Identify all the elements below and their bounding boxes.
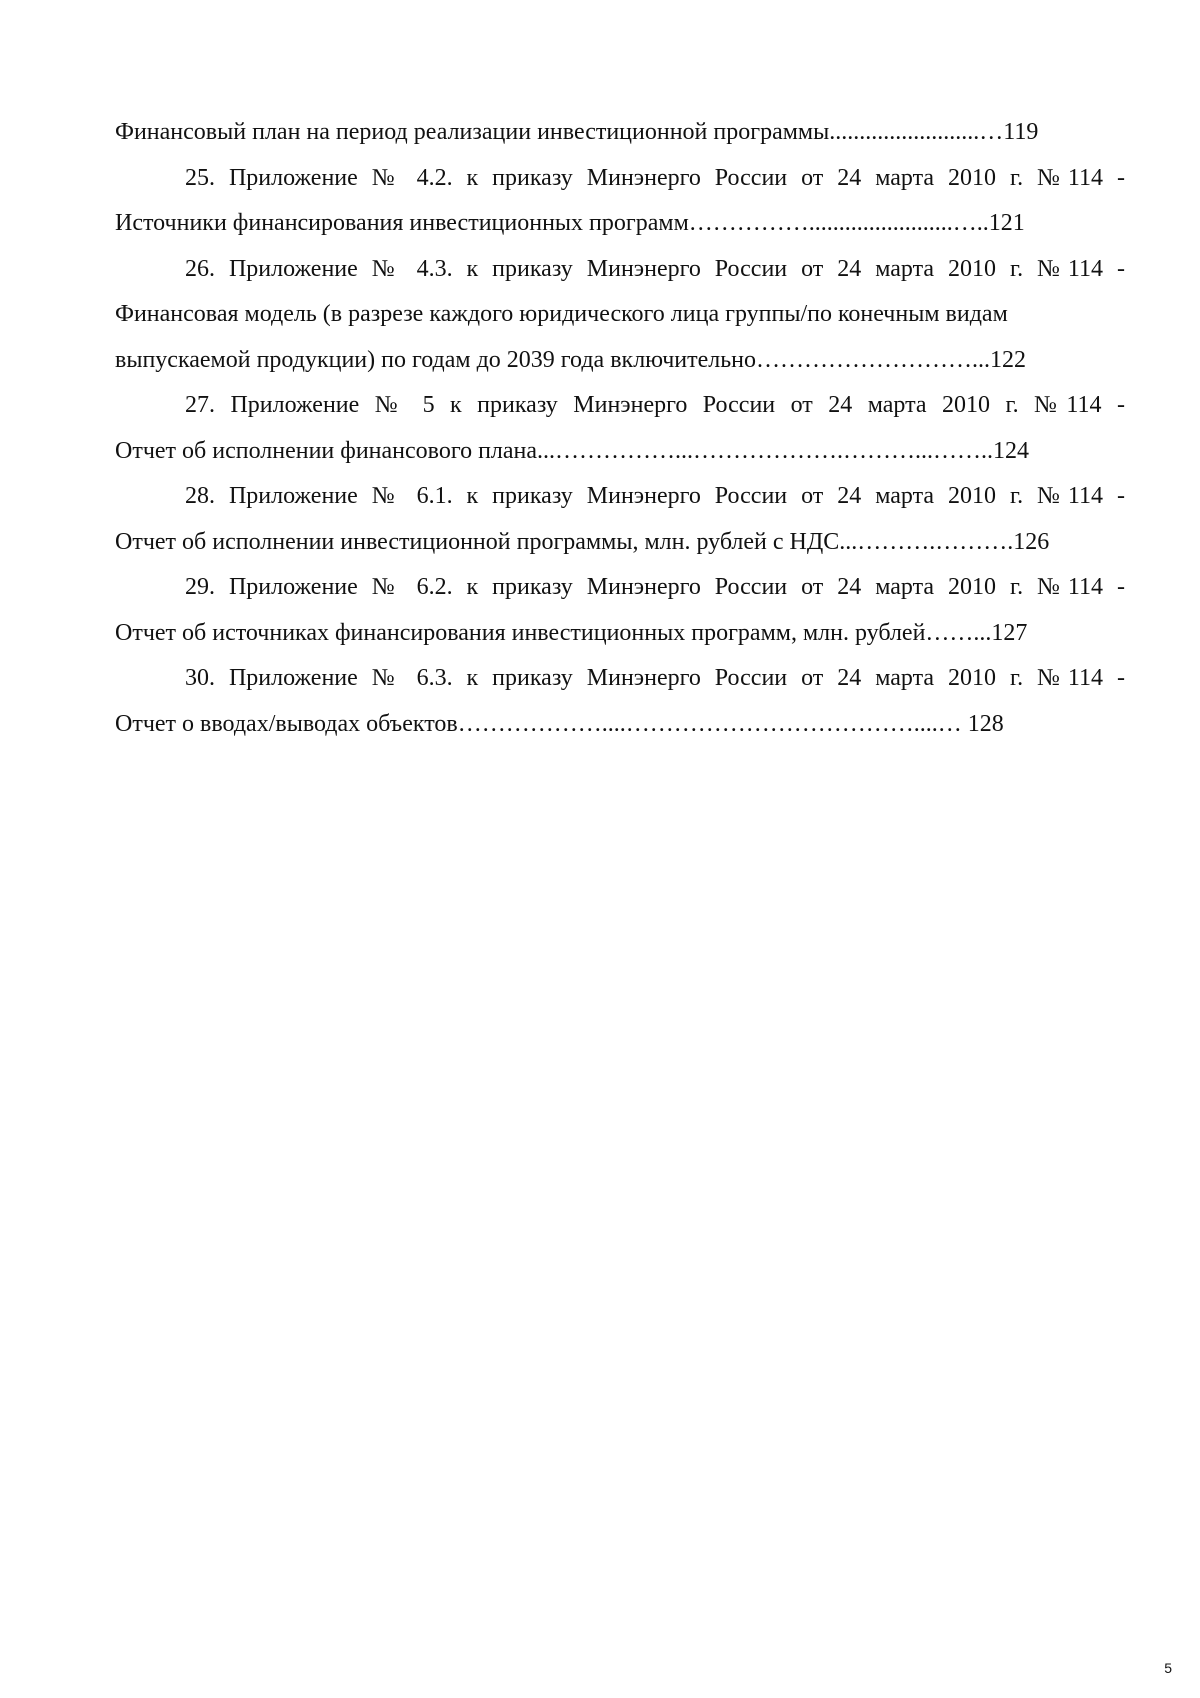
toc-entry-26-subtitle-line-1: Финансовая модель (в разрезе каждого юридического лица группы/по конечным видам bbox=[115, 301, 1008, 327]
toc-entry-27-title: 27. Приложение № 5 к приказу Минэнерго России от 24 марта 2010 г. №114 - bbox=[185, 392, 1125, 418]
page-number: 5 bbox=[1164, 1660, 1172, 1676]
toc-entry-28-title: 28. Приложение № 6.1. к приказу Минэнерго России от 24 марта 2010 г. №114 - bbox=[185, 483, 1125, 509]
toc-entry-29-title: 29. Приложение № 6.2. к приказу Минэнерго России от 24 марта 2010 г. №114 - bbox=[185, 574, 1125, 600]
toc-entry-26-subtitle-line-2: выпускаемой продукции) по годам до 2039 года включительно………………………...122 bbox=[115, 346, 1027, 373]
toc-entry-27-subtitle: Отчет об исполнении финансового плана...……………...……………….………...……..124 bbox=[115, 437, 1030, 464]
toc-entry-29-subtitle: Отчет об источниках финансирования инвестиционных программ, млн. рублей……...127 bbox=[115, 619, 1028, 646]
toc-entry-28-subtitle: Отчет об исполнении инвестиционной программы, млн. рублей с НДС...……….……….126 bbox=[115, 528, 1050, 555]
toc-entry-25-title: 25. Приложение № 4.2. к приказу Минэнерго России от 24 марта 2010 г. №114 - bbox=[185, 164, 1125, 191]
toc-entry-26-title: 26. Приложение № 4.3. к приказу Минэнерго России от 24 марта 2010 г. №114 - bbox=[185, 255, 1125, 282]
toc-entry-30-title: 30. Приложение № 6.3. к приказу Минэнерго России от 24 марта 2010 г. №114 - bbox=[185, 665, 1125, 691]
table-of-contents bbox=[115, 110, 1125, 747]
toc-entry-25-subtitle: Источники финансирования инвестиционных программ……………........................…..121 bbox=[115, 210, 1025, 236]
toc-entry-financial-plan: Финансовый план на период реализации инвестиционной программы.........................…119 bbox=[115, 119, 1039, 145]
toc-entry-30-subtitle: Отчет о вводах/выводах объектов………………....………………………………....… 128 bbox=[115, 710, 1004, 737]
